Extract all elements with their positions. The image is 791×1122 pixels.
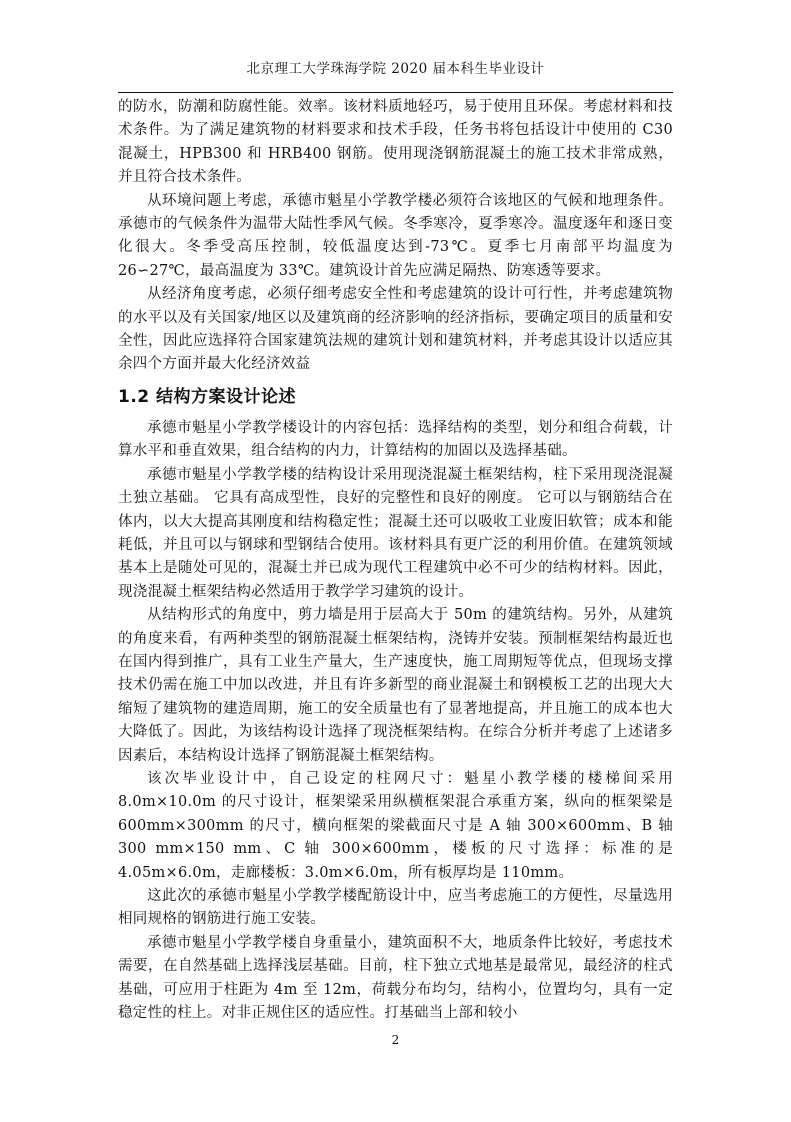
body-paragraph-economy: 从经济角度考虑，必须仔细考虑安全性和考虑建筑的设计可行性，并考虑建筑物的水平以及有关国家/地区以及建筑商的经济影响的经济指标，要确定项目的质量和安全性，因此应选择符合国家建筑法规的建筑计划和建筑材料，并考虑其设计以适应其余四个方面并最大化经济效益 (118, 286, 673, 373)
body-paragraph-column-grid: 该次毕业设计中，自己设定的柱网尺寸：魁星小教学楼的楼梯间采用 8.0m×10.0m 的尺寸设计，框架梁采用纵横框架混合承重方案，纵向的框架梁是 600mm×300mm 的尺寸，横向框架的梁截面尺寸是 A 轴 300×600mm、B 轴 300 mm×150 mm、C 轴 300×600mm，楼板的尺寸选择：标准的是 4.05m×6.0m，走廊楼板：3.0m×6.0m，所有板厚均是 110mm。 (118, 770, 673, 881)
page-number: 2 (391, 1033, 400, 1047)
section-heading: 1.2 结构方案设计论述 (118, 386, 297, 407)
body-paragraph-foundation: 承德市魁星小学教学楼自身重量小，建筑面积不大，地质条件比较好，考虑技术需要，在自然基础上选择浅层基础。目前，柱下独立式地基是最常见，最经济的柱式基础，可应用于柱距为 4m 至 12m，荷载分布均匀，结构小，位置均匀，具有一定稳定性的柱上。对非正规住区的适应性。打基础当上部和较小 (118, 934, 673, 1022)
body-paragraph-frame-structure: 承德市魁星小学教学楼的结构设计采用现浇混凝土框架结构，柱下采用现浇混凝土独立基础。 它具有高成型性，良好的完整性和良好的刚度。 它可以与钢筋结合在体内，以大大提高其刚度和结构稳定性；混凝土还可以吸收工业废旧软管；成本和能耗低，并且可以与钢球和型钢结合使用。该材料具有更广泛的利用价值。在建筑领域基本上是随处可见的，混凝土并已成为现代工程建筑中必不可少的结构材料。因此，现浇混凝土框架结构必然适用于教学学习建筑的设计。 (118, 466, 673, 600)
body-paragraph-continuation: 的防水，防潮和防腐性能。效率。该材料质地轻巧，易于使用且环保。考虑材料和技术条件。为了满足建筑物的材料要求和技术手段，任务书将包括设计中使用的 C30 混凝土，HPB300 和 HRB400 钢筋。使用现浇钢筋混凝土的施工技术非常成熟，并且符合技术条件。 (118, 99, 673, 186)
document-body (118, 96, 673, 1025)
body-paragraph-design-content: 承德市魁星小学教学楼设计的内容包括：选择结构的类型，划分和组合荷载，计算水平和垂直效果，组合结构的内力，计算结构的加固以及选择基础。 (118, 419, 673, 460)
header-divider (118, 92, 673, 93)
page-header: 北京理工大学珠海学院 2020 届本科生毕业设计 (246, 61, 545, 77)
body-paragraph-environment: 从环境问题上考虑，承德市魁星小学教学楼必须符合该地区的气候和地理条件。承德市的气候条件为温带大陆性季风气候。冬季寒冷，夏季寒冷。温度逐年和逐日变化很大。冬季受高压控制，较低温度达到-73℃。夏季七月南部平均温度为 26∽27℃，最高温度为 33℃。建筑设计首先应满足隔热、防寒透等要求。 (118, 192, 673, 279)
body-paragraph-reinforcement: 这此次的承德市魁星小学教学楼配筋设计中，应当考虑施工的方便性，尽量选用相同规格的钢筋进行施工安装。 (118, 888, 673, 928)
body-paragraph-structure-form: 从结构形式的角度中，剪力墙是用于层高大于 50m 的建筑结构。另外，从建筑的角度来看，有两种类型的钢筋混凝土框架结构，浇铸并安装。预制框架结构最近也在国内得到推广，具有工业生产量大，生产速度快，施工周期短等优点，但现场支撑技术仍需在施工中加以改进，并且有许多新型的商业混凝土和钢模板工艺的出现大大缩短了建筑物的建造周期，施工的安全质量也有了显著地提高，并且施工的成本也大大降低了。因此，为该结构设计选择了现浇框架结构。在综合分析并考虑了上述诸多因素后，本结构设计选择了钢筋混凝土框架结构。 (118, 607, 673, 764)
